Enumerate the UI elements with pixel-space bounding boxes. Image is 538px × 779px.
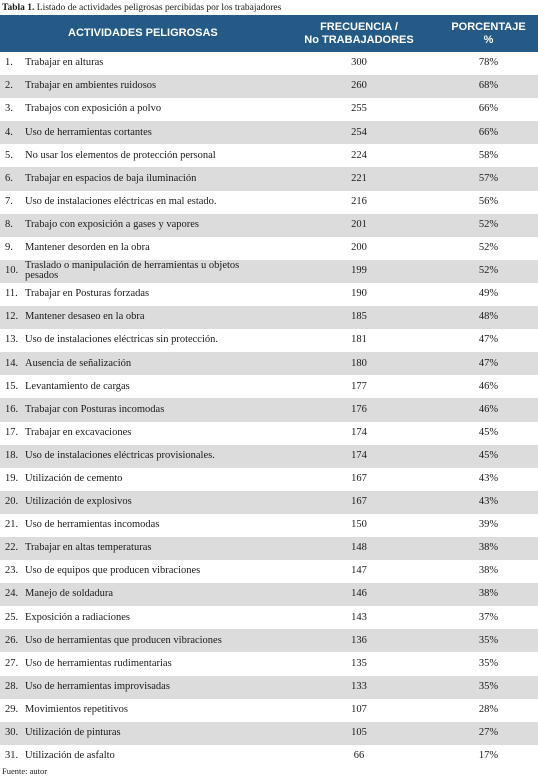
frequency-cell: 201 — [351, 218, 367, 230]
table-row — [0, 422, 538, 445]
frequency-cell: 224 — [351, 149, 367, 161]
frequency-cell: 133 — [351, 680, 367, 692]
percentage-cell: 43% — [478, 496, 499, 508]
row-number: 26. — [5, 634, 19, 646]
activity-cell — [0, 58, 279, 69]
frequency-cell: 221 — [351, 172, 367, 184]
percentage-cell: 68% — [478, 80, 499, 92]
percentage-cell: 66% — [478, 126, 499, 138]
frequency-cell: 177 — [351, 380, 367, 392]
activity-name: Uso de instalaciones eléctricas provisionales. — [25, 449, 215, 461]
activity-cell — [0, 497, 279, 508]
table-row — [0, 491, 538, 514]
frequency-cell: 107 — [351, 703, 367, 715]
activity-cell — [0, 728, 279, 739]
row-number: 17. — [5, 426, 19, 438]
activity-name: Uso de herramientas improvisadas — [25, 680, 170, 692]
activity-name: Movimientos repetitivos — [25, 703, 128, 715]
table-row — [0, 583, 538, 606]
table-row — [0, 283, 538, 306]
activity-cell — [0, 589, 279, 600]
activity-cell — [0, 128, 279, 139]
frequency-cell: 216 — [351, 195, 367, 207]
activity-name: Exposición a radiaciones — [25, 611, 130, 623]
frequency-cell: 300 — [351, 57, 367, 69]
activity-cell — [0, 451, 279, 462]
activity-cell — [0, 312, 279, 323]
row-number: 6. — [5, 172, 13, 184]
percentage-cell: 38% — [478, 588, 499, 600]
row-number: 29. — [5, 703, 19, 715]
table-row — [0, 52, 538, 75]
activity-name: Uso de herramientas cortantes — [25, 126, 152, 138]
activity-cell — [0, 359, 279, 370]
activity-name: Trabajo con exposición a gases y vapores — [25, 218, 199, 230]
activity-name: Trabajos con exposición a polvo — [25, 103, 162, 115]
frequency-cell: 146 — [351, 588, 367, 600]
activity-name: Traslado o manipulación de herramientas u objetos pesados — [25, 259, 240, 282]
activity-name: Utilización de cemento — [25, 472, 123, 484]
percentage-cell: 45% — [478, 426, 499, 438]
activity-name: Utilización de explosivos — [25, 496, 132, 508]
percentage-cell: 52% — [478, 265, 499, 277]
activity-name: Ausencia de señalización — [25, 357, 132, 369]
percentage-cell: 37% — [478, 611, 499, 623]
table-row — [0, 167, 538, 190]
table-body — [0, 52, 538, 768]
frequency-cell: 135 — [351, 657, 367, 669]
table-row — [0, 75, 538, 98]
percentage-cell: 17% — [478, 750, 499, 762]
table-row — [0, 745, 538, 768]
header-activities: ACTIVIDADES PELIGROSAS — [68, 27, 218, 39]
activity-cell — [0, 220, 279, 231]
percentage-cell: 28% — [478, 703, 499, 715]
row-number: 22. — [5, 542, 19, 554]
table-caption — [2, 2, 281, 14]
source-note: Fuente: autor — [2, 766, 48, 776]
table-row — [0, 722, 538, 745]
activity-cell — [0, 751, 279, 762]
table-header — [0, 15, 538, 52]
activity-name: Trabajar en ambientes ruidosos — [25, 80, 157, 92]
row-number: 3. — [5, 103, 13, 115]
frequency-cell: 174 — [351, 426, 367, 438]
frequency-cell: 254 — [351, 126, 367, 138]
percentage-cell: 27% — [478, 727, 499, 739]
activity-cell — [0, 543, 279, 554]
activity-name: Uso de instalaciones eléctricas en mal estado. — [25, 195, 217, 207]
activity-cell — [0, 261, 279, 282]
percentage-cell: 47% — [478, 334, 499, 346]
frequency-cell: 143 — [351, 611, 367, 623]
row-number: 9. — [5, 242, 13, 254]
frequency-cell: 150 — [351, 519, 367, 531]
table-row — [0, 375, 538, 398]
frequency-cell: 255 — [351, 103, 367, 115]
table-row — [0, 260, 538, 283]
table-row — [0, 514, 538, 537]
activity-cell — [0, 151, 279, 162]
activity-cell — [0, 428, 279, 439]
activity-cell — [0, 382, 279, 393]
activity-cell — [0, 705, 279, 716]
table-row — [0, 237, 538, 260]
row-number: 25. — [5, 611, 19, 623]
activity-name: Mantener desorden en la obra — [25, 242, 150, 254]
activity-name: Utilización de pinturas — [25, 727, 121, 739]
activity-cell — [0, 104, 279, 115]
row-number: 20. — [5, 496, 19, 508]
row-number: 8. — [5, 218, 13, 230]
frequency-cell: 180 — [351, 357, 367, 369]
row-number: 27. — [5, 657, 19, 669]
activity-cell — [0, 174, 279, 185]
percentage-cell: 56% — [478, 195, 499, 207]
table-row — [0, 144, 538, 167]
percentage-cell: 46% — [478, 403, 499, 415]
frequency-cell: 176 — [351, 403, 367, 415]
row-number: 28. — [5, 680, 19, 692]
header-percentage: PORCENTAJE % — [451, 20, 526, 46]
activity-name: Uso de instalaciones eléctricas sin protección. — [25, 334, 219, 346]
percentage-cell: 38% — [478, 565, 499, 577]
percentage-cell: 78% — [478, 57, 499, 69]
activity-cell — [0, 197, 279, 208]
activity-name: Trabajar en altas temperaturas — [25, 542, 152, 554]
table-row — [0, 676, 538, 699]
row-number: 7. — [5, 195, 13, 207]
activity-name: Uso de herramientas que producen vibraciones — [25, 634, 222, 646]
row-number: 13. — [5, 334, 19, 346]
activity-name: Uso de herramientas incomodas — [25, 519, 160, 531]
frequency-cell: 181 — [351, 334, 367, 346]
activity-name: Mantener desaseo en la obra — [25, 311, 145, 323]
percentage-cell: 52% — [478, 218, 499, 230]
activity-name: Utilización de asfalto — [25, 750, 115, 762]
row-number: 15. — [5, 380, 19, 392]
activity-name: No usar los elementos de protección personal — [25, 149, 216, 161]
row-number: 21. — [5, 519, 19, 531]
table-row — [0, 352, 538, 375]
activity-cell — [0, 474, 279, 485]
row-number: 30. — [5, 727, 19, 739]
activity-cell — [0, 81, 279, 92]
row-number: 18. — [5, 449, 19, 461]
row-number: 1. — [5, 57, 13, 69]
row-number: 11. — [5, 288, 18, 300]
percentage-cell: 35% — [478, 657, 499, 669]
frequency-cell: 105 — [351, 727, 367, 739]
caption-text: Listado de actividades peligrosas percibidas por los trabajadores — [36, 3, 282, 13]
frequency-cell: 199 — [351, 265, 367, 277]
row-number: 24. — [5, 588, 19, 600]
table-row — [0, 606, 538, 629]
frequency-cell: 200 — [351, 242, 367, 254]
activity-name: Trabajar con Posturas incomodas — [25, 403, 165, 415]
row-number: 12. — [5, 311, 19, 323]
activity-name: Trabajar en alturas — [25, 57, 104, 69]
activity-cell — [0, 659, 279, 670]
percentage-cell: 39% — [478, 519, 499, 531]
table-row — [0, 560, 538, 583]
percentage-cell: 49% — [478, 288, 499, 300]
table-row — [0, 699, 538, 722]
percentage-cell: 57% — [478, 172, 499, 184]
percentage-cell: 46% — [478, 380, 499, 392]
frequency-cell: 147 — [351, 565, 367, 577]
activity-cell — [0, 243, 279, 254]
row-number: 16. — [5, 403, 19, 415]
table-row — [0, 652, 538, 675]
activity-name: Trabajar en espacios de baja iluminación — [25, 172, 197, 184]
table-row — [0, 329, 538, 352]
activity-cell — [0, 405, 279, 416]
activity-cell — [0, 613, 279, 624]
row-number: 4. — [5, 126, 13, 138]
percentage-cell: 35% — [478, 634, 499, 646]
row-number: 10. — [5, 265, 19, 277]
caption-label: Tabla 1. — [2, 3, 35, 13]
table-row — [0, 98, 538, 121]
activity-cell — [0, 520, 279, 531]
percentage-cell: 38% — [478, 542, 499, 554]
activity-cell — [0, 335, 279, 346]
row-number: 23. — [5, 565, 19, 577]
activity-name: Uso de herramientas rudimentarias — [25, 657, 172, 669]
table-row — [0, 398, 538, 421]
row-number: 5. — [5, 149, 13, 161]
activity-cell — [0, 682, 279, 693]
table-row — [0, 537, 538, 560]
table-row — [0, 191, 538, 214]
row-number: 14. — [5, 357, 19, 369]
activity-name: Trabajar en Posturas forzadas — [25, 288, 150, 300]
percentage-cell: 45% — [478, 449, 499, 461]
table-row — [0, 468, 538, 491]
table-row — [0, 629, 538, 652]
row-number: 31. — [5, 750, 19, 762]
table-row — [0, 445, 538, 468]
frequency-cell: 167 — [351, 472, 367, 484]
percentage-cell: 47% — [478, 357, 499, 369]
table-row — [0, 121, 538, 144]
activity-name: Uso de equipos que producen vibraciones — [25, 565, 201, 577]
percentage-cell: 35% — [478, 680, 499, 692]
percentage-cell: 43% — [478, 472, 499, 484]
frequency-cell: 136 — [351, 634, 367, 646]
activity-cell — [0, 566, 279, 577]
activity-name: Manejo de soldadura — [25, 588, 114, 600]
row-number: 2. — [5, 80, 13, 92]
frequency-cell: 167 — [351, 496, 367, 508]
percentage-cell: 66% — [478, 103, 499, 115]
activity-name: Trabajar en excavaciones — [25, 426, 132, 438]
frequency-cell: 174 — [351, 449, 367, 461]
frequency-cell: 66 — [353, 750, 365, 762]
table-row — [0, 214, 538, 237]
hazard-table — [0, 15, 538, 768]
activity-cell — [0, 636, 279, 647]
frequency-cell: 260 — [351, 80, 367, 92]
frequency-cell: 190 — [351, 288, 367, 300]
frequency-cell: 148 — [351, 542, 367, 554]
percentage-cell: 48% — [478, 311, 499, 323]
activity-cell — [0, 289, 279, 300]
activity-name: Levantamiento de cargas — [25, 380, 130, 392]
percentage-cell: 52% — [478, 242, 499, 254]
table-row — [0, 306, 538, 329]
percentage-cell: 58% — [478, 149, 499, 161]
frequency-cell: 185 — [351, 311, 367, 323]
header-frequency: FRECUENCIA / No TRABAJADORES — [304, 20, 414, 46]
row-number: 19. — [5, 472, 19, 484]
